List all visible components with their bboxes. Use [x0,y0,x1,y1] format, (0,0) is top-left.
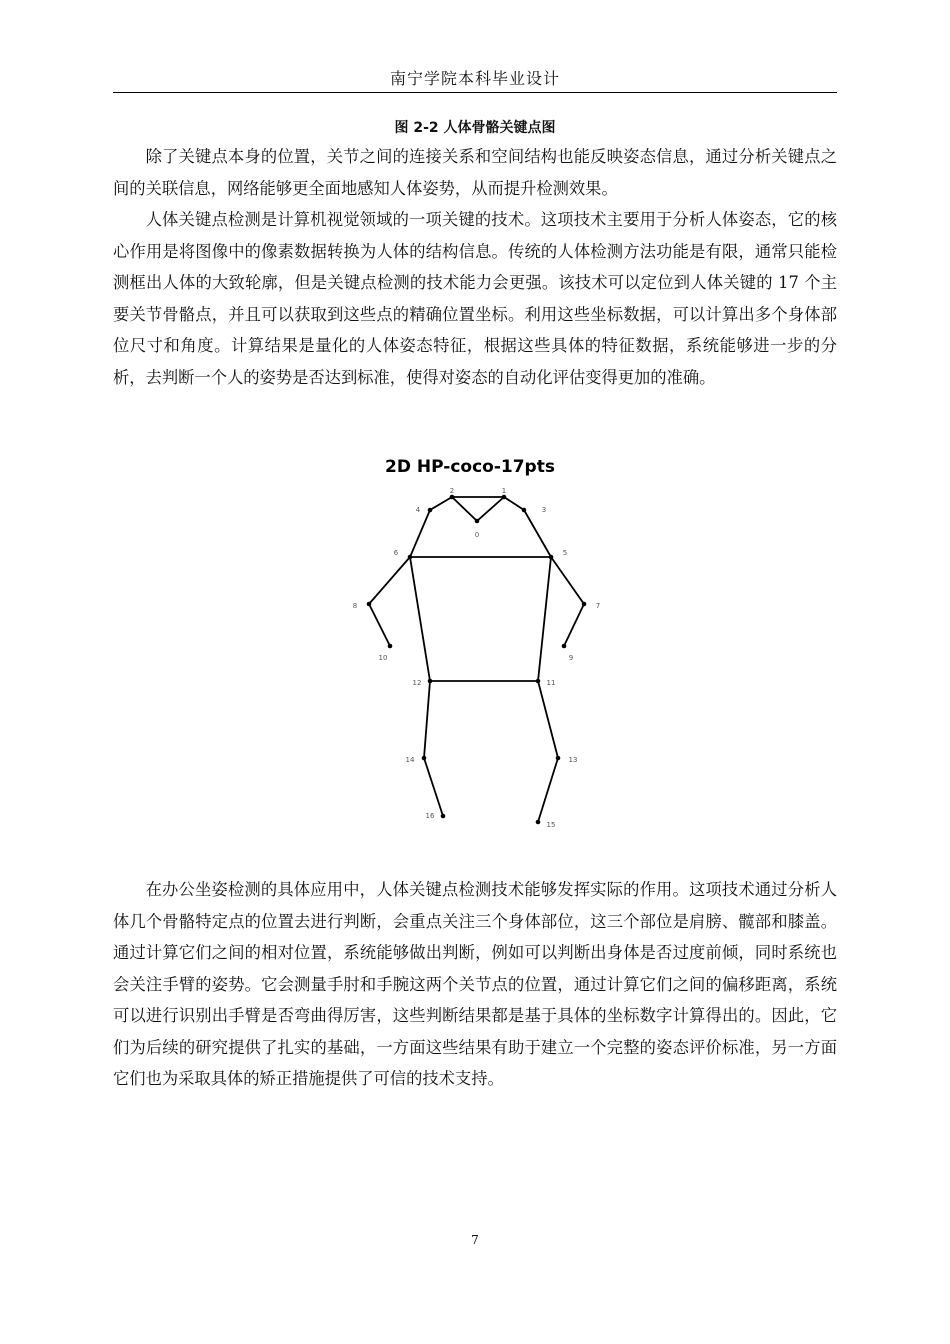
keypoint-label-9: 9 [568,654,574,662]
keypoint-7 [582,602,587,607]
figure-title: 2D HP-coco-17pts [385,457,555,477]
bone-6-8 [369,557,410,604]
keypoint-15 [536,820,541,825]
keypoint-5 [549,555,554,560]
keypoint-label-15: 15 [546,821,556,829]
keypoint-label-10: 10 [378,654,388,662]
keypoint-label-14: 14 [405,756,415,764]
bone-14-16 [424,758,443,816]
bone-1-0 [477,497,504,521]
keypoint-3 [522,508,527,513]
keypoint-label-1: 1 [501,487,507,495]
skeleton-diagram [340,452,620,832]
skeleton-bones [369,497,584,822]
page-number: 7 [471,1233,479,1247]
bone-13-15 [538,758,558,822]
keypoint-label-0: 0 [474,531,480,539]
keypoint-12 [428,679,433,684]
keypoint-10 [388,644,393,649]
running-header: 南宁学院本科毕业设计 [389,69,560,88]
bone-5-7 [551,557,584,604]
bone-1-3 [504,497,524,510]
keypoint-label-12: 12 [412,679,422,687]
keypoint-label-6: 6 [393,549,399,557]
keypoint-2 [450,495,455,500]
bone-7-9 [564,604,584,646]
header-rule [113,92,837,93]
keypoint-16 [441,814,446,819]
keypoint-label-7: 7 [595,602,601,610]
keypoint-9 [562,644,567,649]
figure-caption: 图 2-2 人体骨骼关键点图 [394,120,556,136]
keypoint-label-16: 16 [425,812,435,820]
keypoint-label-11: 11 [546,679,556,687]
keypoint-label-4: 4 [415,506,421,514]
keypoint-11 [536,679,541,684]
keypoint-6 [408,555,413,560]
bone-5-11 [538,557,551,681]
keypoint-label-5: 5 [562,549,568,557]
keypoint-8 [367,602,372,607]
bone-2-4 [430,497,452,510]
keypoint-4 [428,508,433,513]
keypoint-label-3: 3 [541,506,547,514]
skeleton-figure [340,452,620,832]
paragraph-2: 人体关键点检测是计算机视觉领域的一项关键的技术。这项技术主要用于分析人体姿态，它的核心作用是将图像中的像素数据转换为人体的结构信息。传统的人体检测方法功能是有限，通常只能检测框出人体的大致轮廓，但是关键点检测的技术能力会更强。该技术可以定位到人体关键的 17 个主要关节骨骼点，并且可以获取到这些点的精确位置坐标。利用这些坐标数据，可以计算出多个身体部位尺寸和角度。计算结果是量化的人体姿态特征，根据这些具体的特征数据，系统能够进一步的分析，去判断一个人的姿势是否达到标准，使得对姿态的自动化评估变得更加的准确。 [113,210,837,387]
keypoint-0 [475,519,480,524]
bone-11-13 [538,681,558,758]
bone-3-5 [524,510,551,557]
bone-12-14 [424,681,430,758]
paragraph-3: 在办公坐姿检测的具体应用中，人体关键点检测技术能够发挥实际的作用。这项技术通过分析人体几个骨骼特定点的位置去进行判断，会重点关注三个身体部位，这三个部位是肩膀、髋部和膝盖。通过计算它们之间的相对位置，系统能够做出判断，例如可以判断出身体是否过度前倾，同时系统也会关注手臂的姿势。它会测量手肘和手腕这两个关节点的位置，通过计算它们之间的偏移距离，系统可以进行识别出手臂是否弯曲得厉害，这些判断结果都是基于具体的坐标数字计算得出的。因此，它们为后续的研究提供了扎实的基础，一方面这些结果有助于建立一个完整的姿态评价标准，另一方面它们也为采取具体的矫正措施提供了可信的技术支持。 [113,880,837,1088]
paragraph-1: 除了关键点本身的位置，关节之间的连接关系和空间结构也能反映姿态信息，通过分析关键点之间的关联信息，网络能够更全面地感知人体姿势，从而提升检测效果。 [113,147,837,198]
bone-6-12 [410,557,430,681]
keypoint-13 [556,756,561,761]
keypoint-1 [502,495,507,500]
keypoint-label-13: 13 [568,756,578,764]
keypoint-label-2: 2 [449,487,455,495]
bone-2-0 [452,497,477,521]
keypoint-14 [422,756,427,761]
skeleton-labels [353,487,600,829]
bone-4-6 [410,510,430,557]
keypoint-label-8: 8 [352,602,358,610]
bone-8-10 [369,604,390,646]
